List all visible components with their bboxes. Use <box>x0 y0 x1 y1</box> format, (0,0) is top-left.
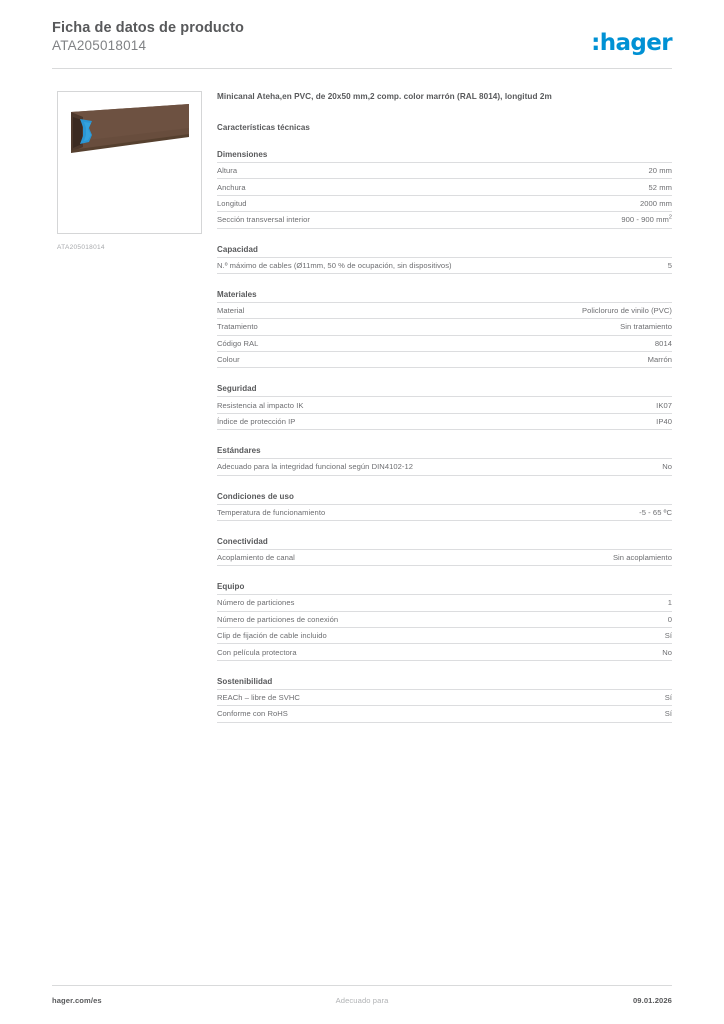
spec-label: Temperatura de funcionamiento <box>217 507 326 517</box>
spec-group <box>217 150 672 229</box>
spec-label: N.º máximo de cables (Ø11mm, 50 % de ocupación, sin dispositivos) <box>217 260 452 270</box>
spec-group-title: Seguridad <box>217 384 257 394</box>
spec-label: Índice de protección IP <box>217 416 296 426</box>
spec-table <box>217 458 672 475</box>
product-image-caption: ATA205018014 <box>57 244 105 251</box>
spec-value: Sí <box>664 631 672 641</box>
page-title: Ficha de datos de producto <box>52 20 244 36</box>
spec-label: Conforme con RoHS <box>217 709 288 719</box>
spec-label: Resistencia al impacto IK <box>217 400 304 410</box>
spec-group-title: Dimensiones <box>217 150 268 159</box>
spec-row <box>217 504 672 520</box>
page-footer <box>52 996 672 1010</box>
spec-group <box>217 446 672 475</box>
product-reference: ATA205018014 <box>52 38 147 53</box>
spec-group <box>217 582 672 661</box>
spec-label: Adecuado para la integridad funcional según DIN4102-12 <box>217 462 414 472</box>
spec-table <box>217 302 672 369</box>
spec-groups-container <box>217 150 672 723</box>
spec-value: 1 <box>667 598 672 608</box>
spec-row <box>217 628 672 644</box>
spec-label: Anchura <box>217 182 246 192</box>
spec-group <box>217 245 672 274</box>
spec-value-text: 900 - 900 mm <box>621 215 669 225</box>
spec-label: Acoplamiento de canal <box>217 553 295 563</box>
spec-row <box>217 397 672 413</box>
spec-value: IP40 <box>656 416 672 426</box>
header-divider <box>52 68 672 69</box>
spec-label: Código RAL <box>217 338 259 348</box>
spec-value: -5 - 65 ºC <box>639 507 672 517</box>
spec-table <box>217 689 672 723</box>
spec-row <box>217 195 672 211</box>
spec-row <box>217 163 672 179</box>
spec-row <box>217 459 672 475</box>
spec-table <box>217 162 672 229</box>
spec-value: Sí <box>664 709 672 719</box>
spec-value: No <box>662 647 672 657</box>
spec-row <box>217 257 672 273</box>
footer-date: 09.01.2026 <box>632 996 672 1005</box>
spec-row <box>217 689 672 705</box>
spec-row <box>217 179 672 195</box>
spec-value: Sin acoplamiento <box>612 553 672 563</box>
spec-label: Altura <box>217 166 238 176</box>
spec-table <box>217 549 672 566</box>
spec-row <box>217 611 672 627</box>
footer-website-link[interactable]: hager.com/es <box>52 996 102 1005</box>
spec-value: No <box>662 462 672 472</box>
spec-group-title: Sostenibilidad <box>217 676 273 686</box>
spec-row <box>217 212 672 228</box>
product-description: Minicanal Ateha,en PVC, de 20x50 mm,2 comp. color marrón (RAL 8014), longitud 2m <box>217 92 552 101</box>
spec-label: Sección transversal interior <box>217 215 310 225</box>
spec-value: 52 mm <box>648 182 672 192</box>
spec-value: 20 mm <box>648 166 672 176</box>
footer-divider <box>52 985 672 986</box>
spec-label: Tratamiento <box>217 322 258 332</box>
spec-value: 8014 <box>654 338 672 348</box>
spec-value: Sí <box>664 692 672 702</box>
spec-value-superscript: 2 <box>668 214 672 221</box>
spec-table <box>217 257 672 274</box>
spec-row <box>217 335 672 351</box>
spec-group <box>217 492 672 521</box>
spec-group-title: Capacidad <box>217 244 258 254</box>
spec-label: Número de particiones de conexión <box>217 614 339 624</box>
spec-value: 0 <box>667 614 672 624</box>
spec-row <box>217 549 672 565</box>
spec-label: Número de particiones <box>217 598 295 608</box>
spec-group <box>217 384 672 430</box>
spec-group-title: Conectividad <box>217 536 268 546</box>
spec-table <box>217 504 672 521</box>
spec-group-title: Estándares <box>217 446 261 456</box>
spec-value: 2000 mm <box>639 198 672 208</box>
spec-row <box>217 595 672 611</box>
spec-label: Con película protectora <box>217 647 297 657</box>
spec-value: Policloruro de vinilo (PVC) <box>582 306 672 316</box>
spec-row <box>217 302 672 318</box>
spec-row <box>217 352 672 368</box>
spec-value: Marrón <box>647 355 672 365</box>
spec-group <box>217 537 672 566</box>
spec-group <box>217 290 672 369</box>
spec-value: 5 <box>667 260 672 270</box>
product-image-panel <box>57 91 202 234</box>
page-header <box>52 20 672 68</box>
spec-table <box>217 594 672 661</box>
spec-row <box>217 413 672 429</box>
spec-row <box>217 706 672 722</box>
spec-group-title: Condiciones de uso <box>217 491 294 501</box>
spec-table <box>217 396 672 430</box>
hager-logo: :hager <box>591 30 672 56</box>
spec-row <box>217 319 672 335</box>
spec-group-title: Materiales <box>217 289 257 299</box>
spec-label: Longitud <box>217 198 247 208</box>
footer-note: Adecuado para <box>335 996 389 1005</box>
spec-row <box>217 644 672 660</box>
spec-label: Colour <box>217 355 240 365</box>
specifications-content <box>217 91 672 739</box>
spec-value <box>499 212 672 228</box>
spec-value: IK07 <box>656 400 672 410</box>
spec-group-title: Equipo <box>217 582 245 592</box>
spec-group <box>217 677 672 723</box>
spec-label: REACh – libre de SVHC <box>217 692 300 702</box>
technical-characteristics-heading: Características técnicas <box>217 123 310 132</box>
spec-label: Clip de fijación de cable incluido <box>217 631 327 641</box>
product-image <box>58 92 201 233</box>
spec-label: Material <box>217 306 245 316</box>
spec-value: Sin tratamiento <box>620 322 672 332</box>
